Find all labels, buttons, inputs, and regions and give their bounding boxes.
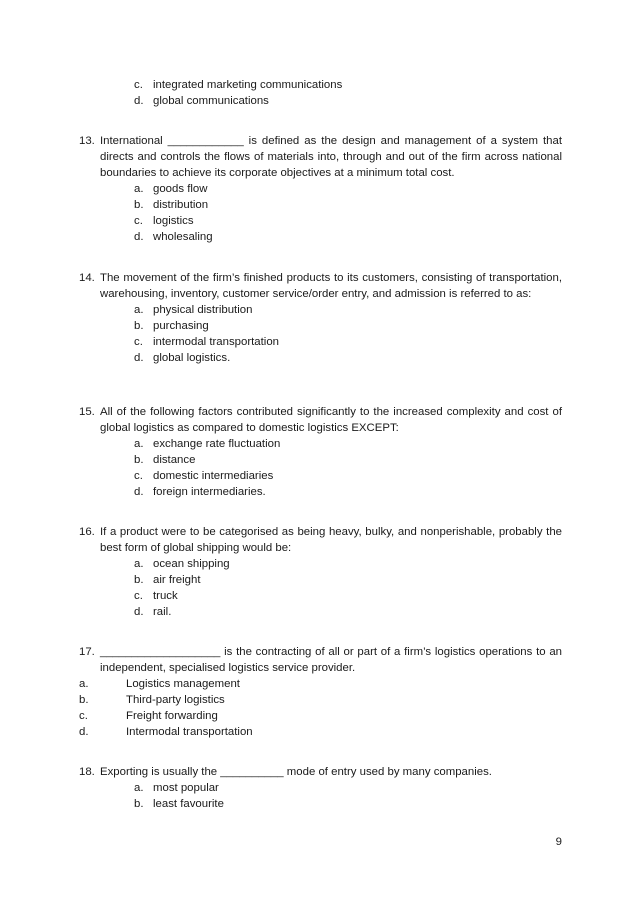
option-letter: d. xyxy=(134,352,144,364)
option-text: global communications xyxy=(153,95,269,107)
option-letter: b. xyxy=(79,694,89,706)
option-item xyxy=(134,213,562,229)
option-text: distribution xyxy=(153,199,209,211)
question-text: ___________________ is the contracting of all or part of a firm’s logistics operations to an independent, specialised logistics service provider. xyxy=(100,646,562,674)
option-text: air freight xyxy=(153,574,201,586)
option-item xyxy=(134,556,562,572)
question-15 xyxy=(79,404,562,500)
option-item xyxy=(134,604,562,620)
option-letter: b. xyxy=(134,798,144,810)
option-item xyxy=(134,229,562,245)
option-list xyxy=(79,780,562,812)
option-letter: c. xyxy=(79,710,88,722)
option-text: goods flow xyxy=(153,183,208,195)
option-text: rail. xyxy=(153,606,172,618)
question-16 xyxy=(79,524,562,620)
option-text: distance xyxy=(153,454,196,466)
question-number: 18. xyxy=(79,766,95,778)
option-letter: d. xyxy=(134,95,144,107)
option-list xyxy=(79,77,562,109)
option-text: Freight forwarding xyxy=(126,710,218,722)
question-13 xyxy=(79,133,562,245)
option-item xyxy=(79,692,562,708)
option-text: foreign intermediaries. xyxy=(153,486,266,498)
option-letter: b. xyxy=(134,574,144,586)
option-letter: c. xyxy=(134,470,143,482)
option-letter: c. xyxy=(134,215,143,227)
option-letter: c. xyxy=(134,79,143,91)
option-item xyxy=(134,302,562,318)
option-letter: d. xyxy=(134,606,144,618)
option-letter: c. xyxy=(134,336,143,348)
option-letter: a. xyxy=(134,438,144,450)
option-item xyxy=(79,676,562,692)
option-letter: b. xyxy=(134,320,144,332)
option-text: logistics xyxy=(153,215,194,227)
question-text: Exporting is usually the __________ mode of entry used by many companies. xyxy=(100,766,492,778)
option-item xyxy=(134,436,562,452)
option-letter: a. xyxy=(134,183,144,195)
question-number: 15. xyxy=(79,406,95,418)
question-text: All of the following factors contributed significantly to the increased complexity and cost of global logistics as compared to domestic logistics EXCEPT: xyxy=(100,406,562,434)
option-item xyxy=(134,780,562,796)
option-list xyxy=(79,436,562,500)
option-text: most popular xyxy=(153,782,219,794)
option-text: physical distribution xyxy=(153,304,253,316)
option-item xyxy=(134,350,562,366)
option-text: Intermodal transportation xyxy=(126,726,253,738)
option-letter: d. xyxy=(79,726,89,738)
option-letter: a. xyxy=(134,304,144,316)
option-text: global logistics. xyxy=(153,352,231,364)
option-text: integrated marketing communications xyxy=(153,79,343,91)
option-item xyxy=(134,318,562,334)
option-text: exchange rate fluctuation xyxy=(153,438,281,450)
option-text: purchasing xyxy=(153,320,209,332)
question-text: If a product were to be categorised as being heavy, bulky, and nonperishable, probably the best form of global shipping would be: xyxy=(100,526,562,554)
option-letter: c. xyxy=(134,590,143,602)
question-17 xyxy=(79,644,562,740)
option-item xyxy=(134,197,562,213)
option-item xyxy=(134,588,562,604)
option-letter: a. xyxy=(134,558,144,570)
option-list xyxy=(79,302,562,366)
carryover-options xyxy=(79,77,562,109)
option-letter: a. xyxy=(134,782,144,794)
option-item xyxy=(79,708,562,724)
question-number: 17. xyxy=(79,646,95,658)
option-item xyxy=(134,572,562,588)
option-letter: b. xyxy=(134,199,144,211)
option-letter: b. xyxy=(134,454,144,466)
question-text: International ____________ is defined as the design and management of a system that directs and controls the flows of materials into, through and out of the firm across national boundaries to achieve its corporate objectives at a minimum total cost. xyxy=(100,135,562,179)
option-list xyxy=(79,181,562,245)
option-item xyxy=(134,796,562,812)
question-number: 13. xyxy=(79,135,95,147)
option-text: least favourite xyxy=(153,798,224,810)
question-number: 14. xyxy=(79,272,95,284)
question-14 xyxy=(79,270,562,366)
option-letter: d. xyxy=(134,231,144,243)
option-text: Third-party logistics xyxy=(126,694,225,706)
question-text: The movement of the firm’s finished products to its customers, consisting of transportation, warehousing, inventory, customer service/order entry, and admission is referred to as: xyxy=(100,272,562,300)
option-item xyxy=(134,181,562,197)
option-text: wholesaling xyxy=(153,231,213,243)
option-list xyxy=(79,556,562,620)
option-text: domestic intermediaries xyxy=(153,470,274,482)
option-item xyxy=(134,484,562,500)
option-item xyxy=(134,468,562,484)
question-number: 16. xyxy=(79,526,95,538)
page-number: 9 xyxy=(555,836,562,848)
question-18 xyxy=(79,764,562,812)
option-item xyxy=(134,452,562,468)
option-text: Logistics management xyxy=(126,678,240,690)
option-letter: a. xyxy=(79,678,89,690)
option-letter: d. xyxy=(134,486,144,498)
option-item xyxy=(134,93,562,109)
option-text: truck xyxy=(153,590,178,602)
option-item xyxy=(134,77,562,93)
option-list xyxy=(79,676,562,740)
option-item xyxy=(79,724,562,740)
option-text: ocean shipping xyxy=(153,558,230,570)
option-item xyxy=(134,334,562,350)
option-text: intermodal transportation xyxy=(153,336,279,348)
